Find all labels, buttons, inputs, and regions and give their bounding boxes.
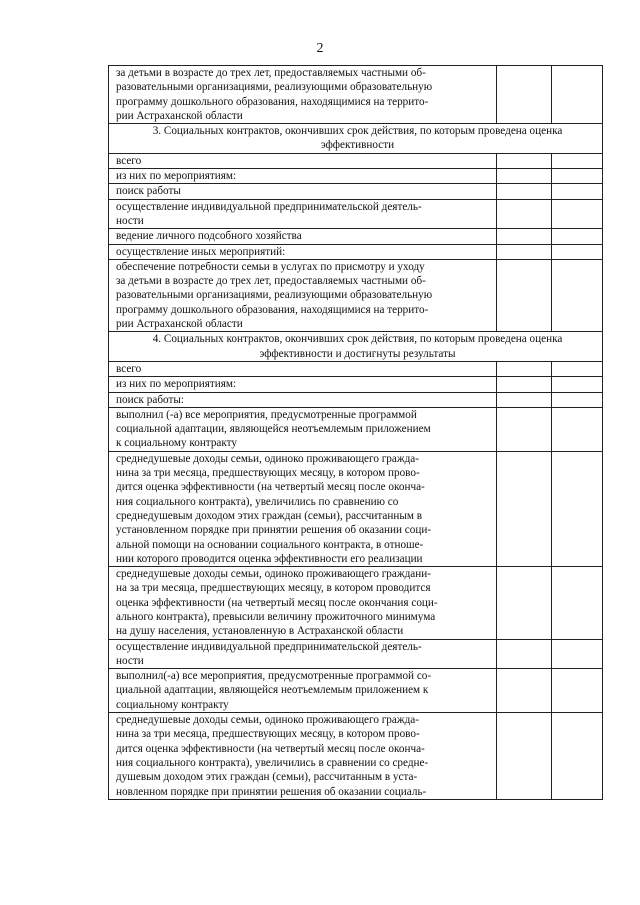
indicator-label-line: разовательными организациями, реализующими образовательную [116,81,433,94]
value-cell-1 [497,199,552,229]
value-cell-2 [552,184,603,199]
indicator-label-line: ния социального контракта), увеличились по сравнению со [116,495,399,508]
indicator-label-line: социальному контракту [116,698,229,711]
indicator-label-line: разовательными организациями, реализующими образовательную [116,289,433,302]
indicator-label-cell [109,169,497,184]
value-cell-1 [497,184,552,199]
value-cell-2 [552,377,603,392]
indicator-label-line: осуществление индивидуальной предпринимательской деятель- [116,640,422,653]
value-cell-1 [497,153,552,168]
section-header-row [109,124,603,154]
table-row [109,184,603,199]
indicator-label-cell [109,184,497,199]
value-cell-1 [497,451,552,566]
indicator-label-line: ности [116,214,144,227]
value-cell-2 [552,66,603,124]
indicator-label-cell [109,713,497,800]
indicator-label-line: ности [116,654,144,667]
value-cell-2 [552,567,603,639]
indicator-label-line: поиск работы [116,185,181,198]
value-cell-2 [552,199,603,229]
table-row [109,229,603,244]
indicator-label-line: осуществление индивидуальной предпринимательской деятель- [116,200,422,213]
value-cell-2 [552,229,603,244]
indicator-label-line: альной помощи на основании социального контракта, в отноше- [116,538,424,551]
value-cell-2 [552,153,603,168]
indicator-label-line: программу дошкольного образования, находящимися на террито- [116,95,429,108]
indicator-label-line: нина за три месяца, предшествующих месяцу, в котором прово- [116,728,420,741]
section-title [109,124,603,154]
value-cell-2 [552,244,603,259]
indicator-label-cell [109,229,497,244]
indicator-label-line: среднедушевым доходом этих граждан (семьи), рассчитанным в [116,509,422,522]
value-cell-2 [552,361,603,376]
table-row [109,66,603,124]
value-cell-1 [497,713,552,800]
indicator-label-line: дится оценка эффективности (на четвертый месяц после оконча- [116,481,425,494]
indicator-label-line: установленном порядке при принятии решения об оказании соци- [116,524,432,537]
value-cell-1 [497,407,552,451]
indicator-label-line: за детьми в возрасте до трех лет, предоставляемых частными об- [116,67,426,79]
section-title [109,332,603,362]
table-row [109,377,603,392]
table-row [109,407,603,451]
table-row [109,169,603,184]
indicator-label-line: осуществление иных мероприятий: [116,245,286,258]
section-title-line: эффективности и достигнуты результаты [259,347,456,360]
value-cell-2 [552,639,603,669]
indicator-label-line: среднедушевые доходы семьи, одиноко проживающего гражда- [116,714,419,727]
value-cell-1 [497,377,552,392]
indicator-label-line: на за три месяца, предшествующих месяцу, в котором проводится [116,582,431,595]
indicator-label-line: ведение личного подсобного хозяйства [116,230,302,243]
indicator-label-line: среднедушевые доходы семьи, одиноко проживающего граждани- [116,568,431,581]
indicator-label-line: дится оценка эффективности (на четвертый месяц после оконча- [116,742,425,755]
indicator-label-line: ния социального контракта), увеличились в сравнении со средне- [116,756,429,769]
table-row [109,669,603,713]
value-cell-2 [552,407,603,451]
indicator-label-cell [109,259,497,331]
table-row [109,639,603,669]
indicator-label-cell [109,451,497,566]
section-title-line: эффективности [320,139,395,152]
indicator-label-line: программу дошкольного образования, находящимися на террито- [116,303,429,316]
indicator-label-cell [109,153,497,168]
page-number: 2 [316,41,324,56]
section-title-line: 4. Социальных контрактов, окончивших срок действия, по которым проведена оценка [152,333,563,346]
value-cell-1 [497,229,552,244]
value-cell-1 [497,169,552,184]
indicator-label-line: циальной адаптации, являющейся неотъемлемым приложением к [116,684,429,697]
indicator-label-line: обеспечение потребности семьи в услугах по присмотру и уходу [116,260,425,273]
indicator-label-line: рии Астраханской области [116,109,243,122]
indicator-label-cell [109,377,497,392]
table-row [109,713,603,800]
indicator-label-line: социальной адаптации, являющейся неотъемлемым приложением [116,423,431,436]
table-row [109,567,603,639]
indicator-label-cell [109,407,497,451]
section-title-line: 3. Социальных контрактов, окончивших срок действия, по которым проведена оценка [152,125,563,138]
table-row [109,153,603,168]
indicator-label-cell [109,567,497,639]
indicator-label-cell [109,361,497,376]
section-header-row [109,332,603,362]
indicator-label-cell [109,244,497,259]
indicator-label-cell [109,639,497,669]
indicator-label-line: среднедушевые доходы семьи, одиноко проживающего гражда- [116,452,419,465]
indicator-label-line: оценка эффективности (на четвертый месяц после окончания соци- [116,596,438,609]
indicator-label-line: из них по мероприятиям: [116,170,237,183]
value-cell-1 [497,244,552,259]
indicator-label-line: к социальному контракту [116,437,238,450]
indicator-label-line: нии которого проводится оценка эффективности его реализации [116,552,423,565]
indicator-label-line: выполнил (-а) все мероприятия, предусмотренные программой [116,408,417,421]
indicator-label-line: душевым доходом этих граждан (семьи), рассчитанным в уста- [116,771,418,784]
indicator-label-line: на душу населения, установленную в Астраханской области [116,625,404,638]
table-row [109,259,603,331]
indicator-label-cell [109,66,497,124]
table-row [109,392,603,407]
value-cell-2 [552,713,603,800]
table-row [109,199,603,229]
indicator-label-cell [109,199,497,229]
indicator-label-line: нина за три месяца, предшествующих месяцу, в котором прово- [116,467,420,480]
indicator-label-line: всего [116,362,142,375]
indicator-label-cell [109,669,497,713]
report-table [108,65,603,800]
table-row [109,451,603,566]
indicator-label-line: из них по мероприятиям: [116,378,237,391]
value-cell-2 [552,451,603,566]
indicator-label-line: за детьми в возрасте до трех лет, предоставляемых частными об- [116,275,426,288]
indicator-label-cell [109,392,497,407]
value-cell-2 [552,259,603,331]
value-cell-2 [552,169,603,184]
indicator-label-line: ального контракта), превысили величину прожиточного минимума [116,610,436,623]
value-cell-1 [497,66,552,124]
value-cell-1 [497,567,552,639]
value-cell-2 [552,392,603,407]
value-cell-1 [497,259,552,331]
indicator-label-line: выполнил(-а) все мероприятия, предусмотренные программой со- [116,670,432,683]
value-cell-1 [497,361,552,376]
indicator-label-line: новленном порядке при принятии решения об оказании социаль- [116,785,427,798]
value-cell-2 [552,669,603,713]
indicator-label-line: всего [116,154,142,167]
value-cell-1 [497,669,552,713]
value-cell-1 [497,639,552,669]
indicator-label-line: поиск работы: [116,393,184,406]
indicator-label-line: рии Астраханской области [116,318,243,331]
table-row [109,361,603,376]
table-row [109,244,603,259]
value-cell-1 [497,392,552,407]
